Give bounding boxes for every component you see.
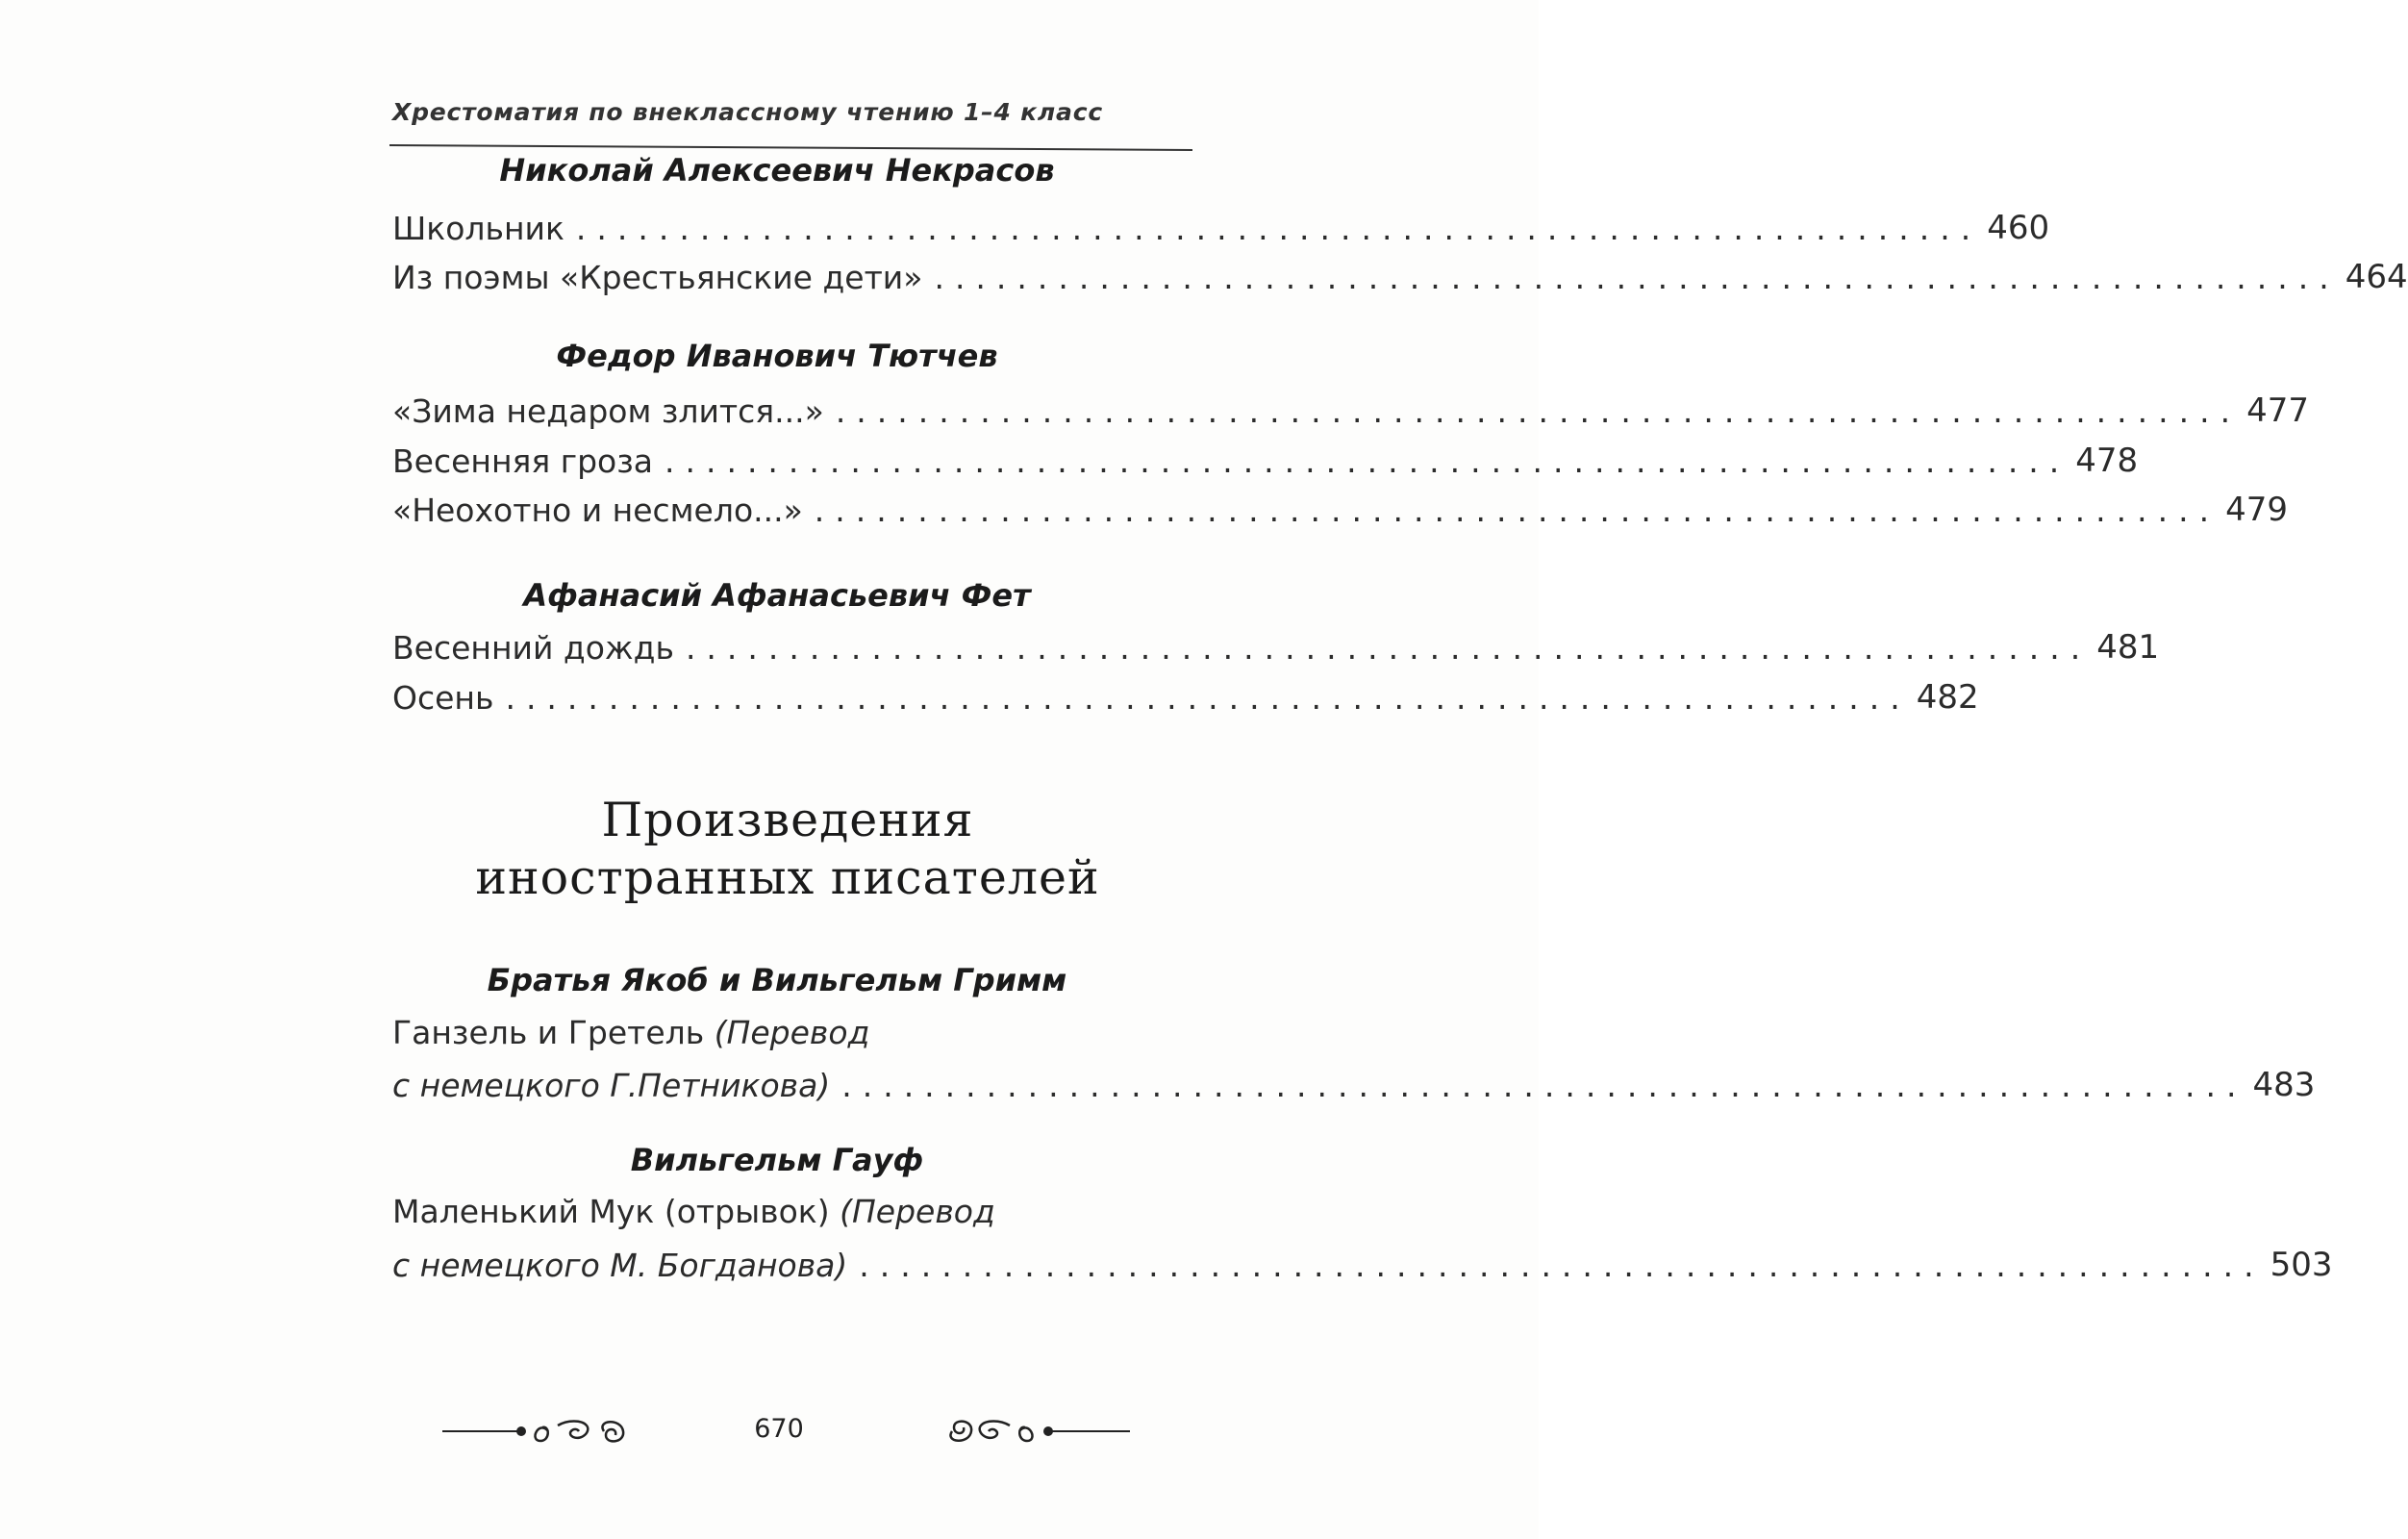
translation-note: (Перевод <box>840 1193 995 1230</box>
leader-dots: .................................................................... <box>934 259 2340 296</box>
leader-dots: .................................................................... <box>664 442 2070 480</box>
part-title <box>392 792 1183 907</box>
page-number: 670 <box>754 1414 804 1444</box>
entry-page: 479 <box>2225 491 2289 529</box>
entry-title: Ганзель и Гретель <box>392 1014 705 1051</box>
toc-entry[interactable] <box>392 618 2160 667</box>
entry-title: Школьник <box>392 210 564 247</box>
author-tyutchev: Федор Иванович Тютчев <box>556 338 998 374</box>
entry-title: Весенний дождь <box>392 629 674 667</box>
toc-entry[interactable] <box>392 432 2139 480</box>
leader-dots: .................................................................... <box>685 629 2092 667</box>
leader-dots: .................................................................... <box>505 679 1911 717</box>
toc-entry[interactable] <box>392 1236 2333 1284</box>
entry-title: Весенняя гроза <box>392 442 653 480</box>
entry-page: 478 <box>2075 442 2139 480</box>
entry-page: 481 <box>2096 628 2160 667</box>
entry-title-line[interactable] <box>392 1014 1183 1051</box>
scroll-ornament-icon <box>923 1412 1135 1451</box>
entry-page: 483 <box>2252 1066 2316 1104</box>
entry-page: 482 <box>1916 678 1979 717</box>
leader-dots: .................................................................... <box>841 1067 2247 1104</box>
entry-page: 464 <box>2345 258 2408 296</box>
author-hauff: Вильгельм Гауф <box>630 1142 924 1178</box>
entry-page: 503 <box>2270 1246 2333 1284</box>
toc-entry[interactable] <box>392 199 2050 247</box>
translation-note: (Перевод <box>714 1014 870 1051</box>
leader-dots: .................................................................... <box>835 392 2242 430</box>
leader-dots: .................................................................... <box>575 210 1982 247</box>
author-grimm: Братья Якоб и Вильгельм Гримм <box>487 962 1067 998</box>
entry-title: «Неохотно и несмело...» <box>392 492 803 529</box>
leader-dots: .................................................................... <box>814 492 2220 529</box>
entry-title: «Зима недаром злится...» <box>392 392 824 430</box>
author-fet: Афанасий Афанасьевич Фет <box>523 577 1031 614</box>
header-rule <box>389 142 1192 151</box>
entry-title: Маленький Мук (отрывок) <box>392 1193 830 1230</box>
entry-page: 460 <box>1987 209 2050 247</box>
entry-page: 477 <box>2246 391 2310 430</box>
translation-note: с немецкого Г.Петникова) <box>392 1067 831 1104</box>
toc-entry[interactable] <box>392 248 2408 296</box>
toc-entry[interactable] <box>392 481 2289 529</box>
part-title-line-1: Произведения <box>601 793 974 847</box>
scroll-ornament-icon <box>442 1412 644 1451</box>
translation-note: с немецкого М. Богданова) <box>392 1247 848 1284</box>
leader-dots: .................................................................... <box>859 1247 2265 1284</box>
part-title-line-2: иностранных писателей <box>475 850 1100 905</box>
toc-entry[interactable] <box>392 1056 2316 1104</box>
author-nekrasov: Николай Алексеевич Некрасов <box>499 152 1055 189</box>
running-head: Хрестоматия по внеклассному чтению 1–4 класс <box>392 98 1103 126</box>
entry-title: Осень <box>392 679 494 717</box>
toc-entry[interactable] <box>392 382 2310 430</box>
entry-title: Из поэмы «Крестьянские дети» <box>392 259 923 296</box>
toc-entry[interactable] <box>392 669 1979 717</box>
entry-title-line[interactable] <box>392 1193 1183 1230</box>
